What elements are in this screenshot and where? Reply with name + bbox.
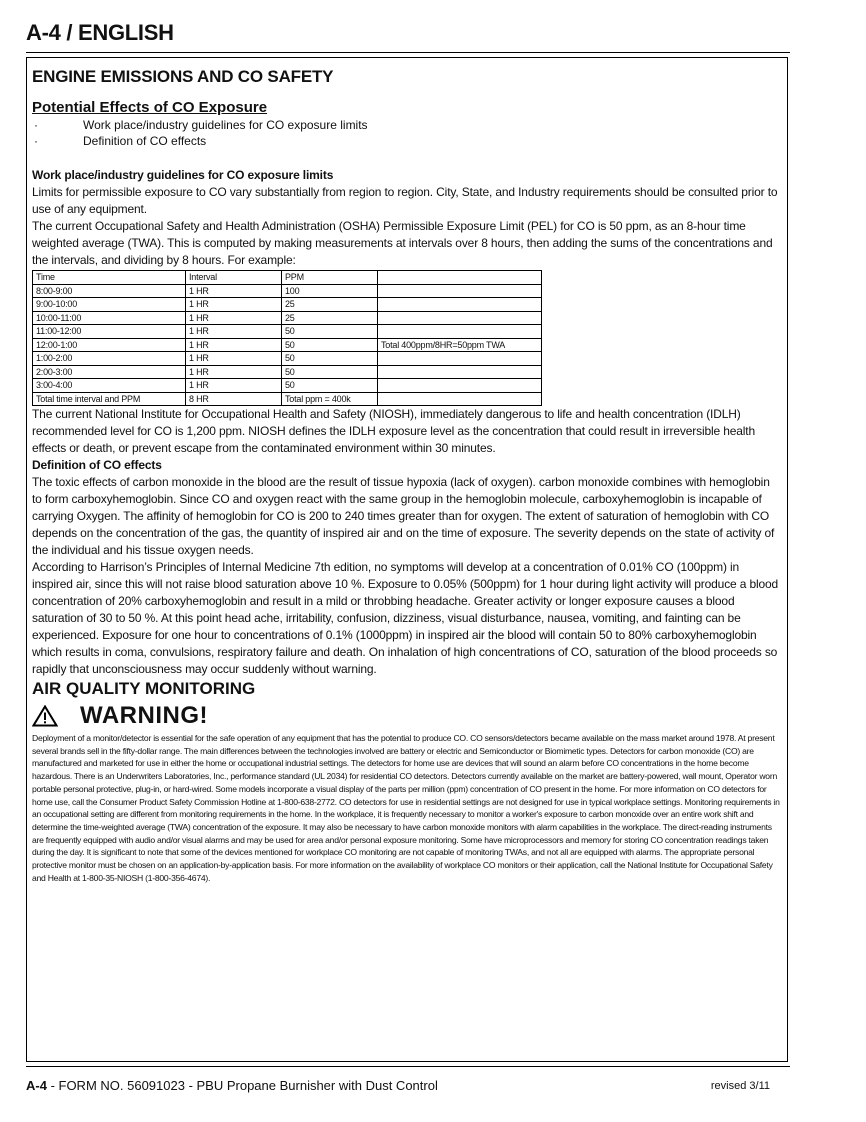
table-cell: 10:00-11:00 bbox=[33, 311, 186, 325]
effects-list-item: · Work place/industry guidelines for CO exposure limits bbox=[32, 117, 782, 133]
table-header-cell: Time bbox=[33, 271, 186, 285]
table-cell bbox=[378, 311, 542, 325]
table-cell: 25 bbox=[282, 298, 378, 312]
table-header-cell bbox=[378, 271, 542, 285]
table-row bbox=[33, 365, 542, 379]
guidelines-paragraph-1: Limits for permissible exposure to CO vary substantially from region to region. City, State, and Industry requirements should be consulted prior to use of any equipment. bbox=[32, 185, 778, 216]
table-cell bbox=[378, 325, 542, 339]
table-cell: 50 bbox=[282, 325, 378, 339]
table-cell: 1 HR bbox=[186, 365, 282, 379]
table-cell: Total time interval and PPM bbox=[33, 392, 186, 406]
table-cell: 9:00-10:00 bbox=[33, 298, 186, 312]
guidelines-paragraph-2: The current Occupational Safety and Health Administration (OSHA) Permissible Exposure Limit (PEL) for CO is 50 ppm, as an 8-hour time weighted average (TWA). This is computed by making measurements at intervals over 8 hours, then adding the sums of the concentrations and the intervals, and dividing by 8 hours. For example: bbox=[32, 219, 773, 267]
table-cell: 8:00-9:00 bbox=[33, 284, 186, 298]
table-cell: 11:00-12:00 bbox=[33, 325, 186, 339]
warning-label: WARNING! bbox=[80, 702, 208, 729]
table-cell: 1 HR bbox=[186, 298, 282, 312]
table-cell: 50 bbox=[282, 338, 378, 352]
table-cell bbox=[378, 392, 542, 406]
table-cell: 3:00-4:00 bbox=[33, 379, 186, 393]
table-row bbox=[33, 392, 542, 406]
table-cell bbox=[378, 365, 542, 379]
header-divider bbox=[26, 52, 790, 53]
page-content bbox=[32, 63, 782, 884]
table-cell: 1 HR bbox=[186, 311, 282, 325]
table-cell bbox=[378, 298, 542, 312]
definition-paragraph-2: According to Harrison’s Principles of Internal Medicine 7th edition, no symptoms will develop at a concentration of 0.01% CO (100ppm) in inspired air, since this will not raise blood saturation above 10 %. Exposure to 0.05% (500ppm) for 1 hour during light activity will produce a blood concentration of 20% carboxyhemoglobin and result in a mild or throbbing headache. Greater activity or longer exposure causes a blood saturation of 30 to 50 %. At this point head ache, irritability, confusion, dizziness, visual disturbance, nausea, vomiting, and fainting can be experienced. Exposure for one hour to concentrations of 0.1% (1000ppm) in inspired air the blood will contain 50 to 80% carboxyhemoglobin which results in coma, convulsions, respiratory failure and death. On inhalation of high concentrations of CO, saturation of the blood proceeds so rapidly that unconsciousness may occur suddenly without warning. bbox=[32, 560, 779, 676]
air-quality-text: Deployment of a monitor/detector is essential for the safe operation of any equipment that has the potential to produce CO. CO sensors/detectors became available on the mass market around 1978. At present several brands sell in the fifty-dollar range. The main differences between the technologies involved are battery or electric and Semiconductor or Biomimetic types. Detectors for carbon monoxide (CO) are manufactured and marketed for use in either the home or occupational industrial settings. The detectors for home use are devices that will sound an alarm before CO concentrations in the home become hazardous. There is an Underwriters Laboratories, Inc., performance standard (UL 2034) for residential CO detectors. Detectors currently available on the market are battery-powered, wall mount, Operator worn portable personal protective, plug-in, or hard-wired. Some models incorporate a visual display of the parts per million (ppm) concentration of CO present in the home. For more information on CO detectors for home use, call the Consumer Product Safety Commission Hotline at 1-800-638-2772. CO detectors for use in residential settings are not designed for use in typical workplace settings. Monitoring requirements in an occupational setting are different from monitoring requirements in the home. In the workplace, it is frequently necessary to monitor a worker's exposure to carbon monoxide over an entire work shift and determine the time-weighted average (TWA) concentration of the exposure. It may also be necessary to have carbon monoxide monitors with alarm capabilities in the workplace. The direct-reading instruments are frequently equipped with audio and/or visual alarms and may be used for area and/or personal exposure monitoring. Some have microprocessors and memory for storing CO concentration readings taken during the day. It is significant to note that some of the devices mentioned for workplace CO monitoring are not capable of monitoring TWAs, and not all are equipped with alarms. The appropriate personal protective monitor must be chosen on an application-by-application basis. For more information on the availability of workplace CO monitors or their application, call the National Institute for Occupational Safety and Health at 1-800-35-NIOSH (1-800-356-4674). bbox=[32, 733, 780, 883]
table-row bbox=[33, 338, 542, 352]
guidelines-heading: Work place/industry guidelines for CO exposure limits bbox=[32, 168, 334, 182]
table-cell bbox=[378, 379, 542, 393]
table-cell: 8 HR bbox=[186, 392, 282, 406]
table-cell: 1 HR bbox=[186, 352, 282, 366]
table-row bbox=[33, 352, 542, 366]
revision-label: revised 3/11 bbox=[710, 1080, 770, 1092]
table-cell: 25 bbox=[282, 311, 378, 325]
footer-page-number: A-4 bbox=[26, 1078, 47, 1093]
footer-form-text: - FORM NO. 56091023 - PBU Propane Burnisher with Dust Control bbox=[46, 1078, 438, 1093]
ppm-table bbox=[32, 270, 542, 406]
effects-title: Potential Effects of CO Exposure bbox=[32, 99, 268, 116]
table-cell: 12:00-1:00 bbox=[33, 338, 186, 352]
footer bbox=[26, 1078, 438, 1093]
footer-divider bbox=[26, 1066, 790, 1067]
table-cell: 50 bbox=[282, 379, 378, 393]
table-row bbox=[33, 311, 542, 325]
table-cell: Total 400ppm/8HR=50ppm TWA bbox=[378, 338, 542, 352]
warning-triangle-icon bbox=[32, 705, 58, 727]
page-header: A-4 / ENGLISH bbox=[26, 20, 174, 45]
table-cell: Total ppm = 400k bbox=[282, 392, 378, 406]
table-cell: 1 HR bbox=[186, 338, 282, 352]
air-quality-title: AIR QUALITY MONITORING bbox=[32, 679, 256, 698]
table-row bbox=[33, 379, 542, 393]
definition-paragraph-1: The toxic effects of carbon monoxide in the blood are the result of tissue hypoxia (lack of oxygen). carbon monoxide combines with hemoglobin to form carboxyhemoglobin. Since CO and oxygen react with the same group in the hemoglobin molecule, carboxyhemoglobin is incapable of carrying Oxygen. The affinity of hemoglobin for CO is 200 to 240 times greater than for oxygen. The extent of saturation of hemoglobin with CO depends on the concentration of the gas, the quantity of inspired air and on the time of exposure. The severity depends on the state of activity of the individual and his tissue oxygen needs. bbox=[32, 475, 775, 557]
effects-list-item: · Definition of CO effects bbox=[32, 133, 782, 149]
definition-heading: Definition of CO effects bbox=[32, 458, 162, 472]
table-cell bbox=[378, 284, 542, 298]
table-cell: 1 HR bbox=[186, 379, 282, 393]
table-cell: 1:00-2:00 bbox=[33, 352, 186, 366]
effects-list bbox=[32, 117, 782, 149]
table-cell: 1 HR bbox=[186, 325, 282, 339]
table-header-cell: Interval bbox=[186, 271, 282, 285]
table-header-cell: PPM bbox=[282, 271, 378, 285]
warning-banner bbox=[32, 702, 782, 730]
table-cell: 1 HR bbox=[186, 284, 282, 298]
niosh-paragraph: The current National Institute for Occupational Health and Safety (NIOSH), immediately dangerous to life and health concentration (IDLH) recommended level for CO is 1,200 ppm. NIOSH defines the IDLH exposure level as the concentration that could result in irreversible health effects or death, or prevent escape from the contaminated environment within 30 minutes. bbox=[32, 407, 756, 455]
table-cell: 100 bbox=[282, 284, 378, 298]
table-row bbox=[33, 284, 542, 298]
table-cell: 50 bbox=[282, 365, 378, 379]
table-row bbox=[33, 298, 542, 312]
table-header-row bbox=[33, 271, 542, 285]
section-title: ENGINE EMISSIONS AND CO SAFETY bbox=[32, 67, 334, 86]
table-cell: 2:00-3:00 bbox=[33, 365, 186, 379]
table-cell: 50 bbox=[282, 352, 378, 366]
table-row bbox=[33, 325, 542, 339]
table-cell bbox=[378, 352, 542, 366]
